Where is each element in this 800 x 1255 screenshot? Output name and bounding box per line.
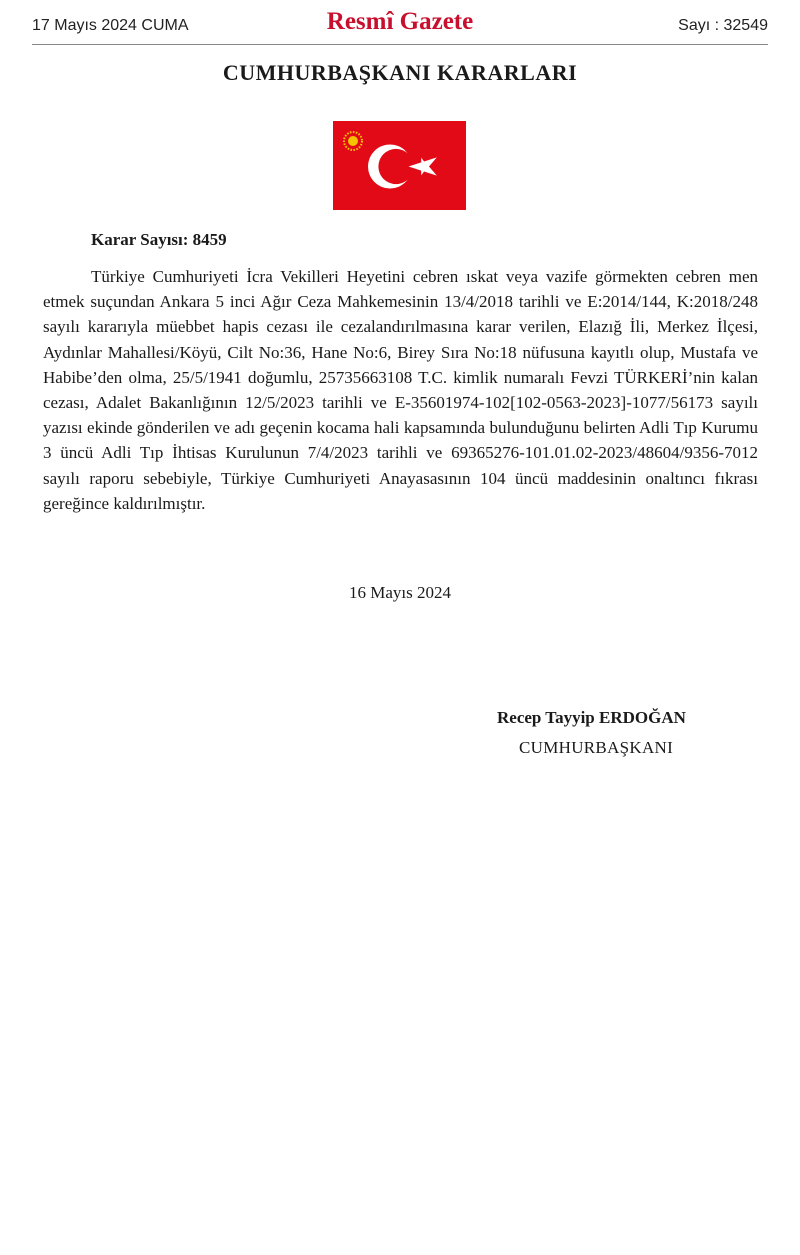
header-date: 17 Mayıs 2024 CUMA <box>32 17 189 34</box>
decision-body: Türkiye Cumhuriyeti İcra Vekilleri Heyetini cebren ıskat veya vazife görmekten cebren men etmek suçundan Ankara 5 inci Ağır Ceza Mahkemesinin 13/4/2018 tarihli ve E:2014/144, K:2018/248 sayılı kararıyla müebbet hapis cezası ile cezalandırılmasına karar verilen, Elazığ İli, Merkez İlçesi, Aydınlar Mahallesi/Köyü, Cilt No:36, Hane No:6, Birey Sıra No:18 nüfusuna kayıtlı olup, Mustafa ve Habibe’den olma, 25/5/1941 doğumlu, 25735663108 T.C. kimlik numaralı Fevzi TÜRKERİ’nin kalan cezası, Adalet Bakanlığının 12/5/2023 tarihli ve E-35601974-102[102-0563-2023]-1077/56173 sayılı yazısı ekinde gönderilen ve adı geçenin kocama hali kapsamında bulunduğunu belirten Adli Tıp Kurumu 3 üncü Adli Tıp İhtisas Kurulunun 7/4/2023 tarihli ve 69365276-101.01.02-2023/48604/9356-7012 sayılı raporu sebebiyle, Türkiye Cumhuriyeti Anayasasının 104 üncü maddesinin onaltıncı fıkrası gereğince kaldırılmıştır. <box>43 267 758 513</box>
turkish-flag-icon <box>333 121 466 210</box>
gazette-title: Resmî Gazete <box>326 8 474 35</box>
gazette-header <box>32 8 768 44</box>
signer-title: CUMHURBAŞKANI <box>519 738 674 757</box>
signer-name: Recep Tayyip ERDOĞAN <box>497 708 686 727</box>
section-title: CUMHURBAŞKANI KARARLARI <box>222 60 578 85</box>
decision-number: Karar Sayısı: 8459 <box>91 230 227 249</box>
issue-number: Sayı : 32549 <box>678 17 768 34</box>
decision-date: 16 Mayıs 2024 <box>349 583 451 602</box>
header-divider <box>32 44 768 45</box>
